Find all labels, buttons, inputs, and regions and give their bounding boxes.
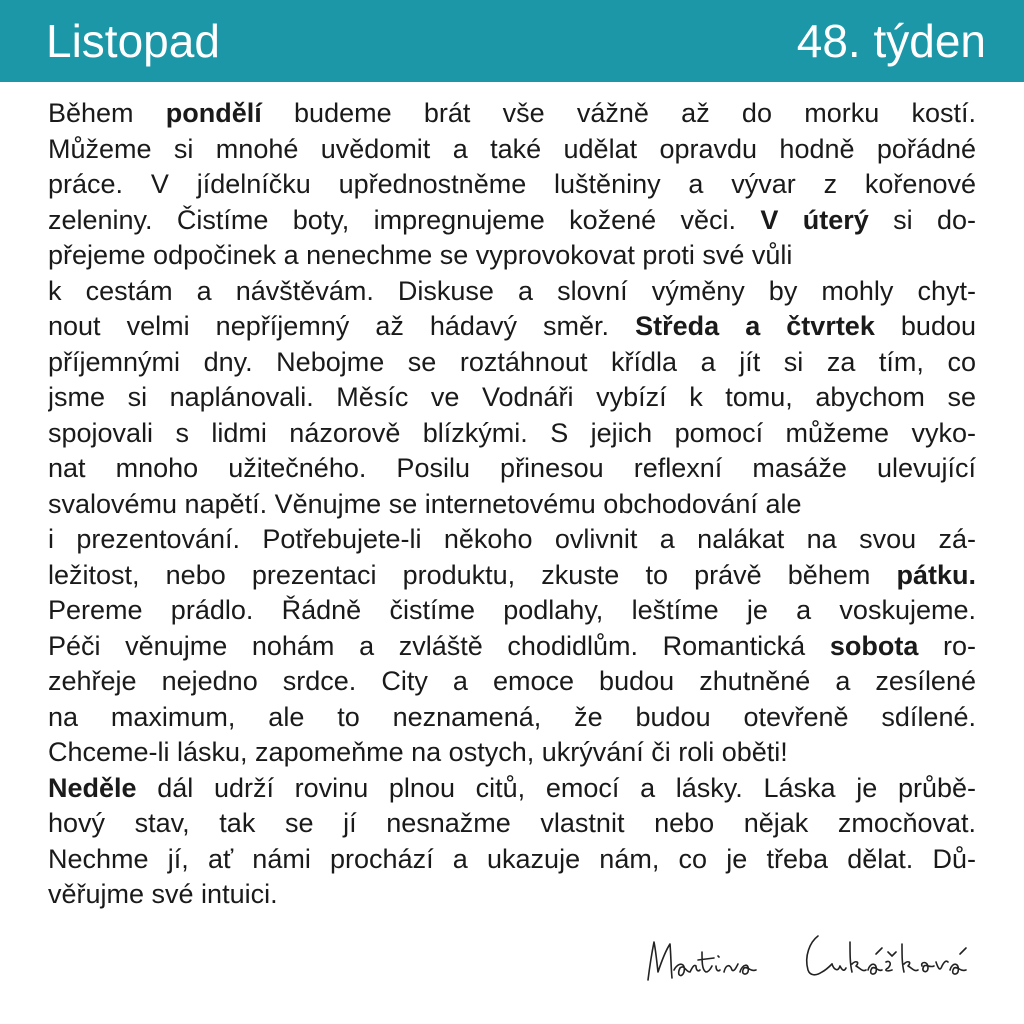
text-line (48, 842, 976, 878)
text-segment: i prezentování. Potřebujete-li někoho ovlivnit a nalákat na svou zá- (48, 524, 976, 554)
text-line (48, 593, 976, 629)
text-line (48, 771, 976, 807)
text-segment: jsme si naplánovali. Měsíc ve Vodnáři vybízí k tomu, abychom se (48, 382, 976, 412)
text-segment: Nechme jí, ať námi prochází a ukazuje nám, co je třeba dělat. Dů- (48, 843, 976, 874)
text-line (48, 238, 976, 274)
text-segment: ro- (918, 630, 976, 661)
text-line (48, 629, 976, 665)
text-line (48, 167, 976, 203)
day-highlight: pondělí (165, 98, 262, 128)
day-highlight: Neděle (48, 772, 137, 803)
text-line (48, 877, 976, 913)
text-line (48, 96, 976, 132)
day-highlight: Středa a čtvrtek (635, 311, 875, 341)
text-segment: Během (48, 98, 166, 128)
text-line (48, 274, 976, 310)
text-segment: dál udrží rovinu plnou citů, emocí a lásky. Láska je průbě- (136, 772, 976, 803)
text-segment: zeleniny. Čistíme boty, impregnujeme kožené věci. (48, 204, 761, 235)
header-bar (0, 0, 1024, 82)
text-segment: příjemnými dny. Nebojme se roztáhnout křídla a jít si za tím, co (48, 346, 976, 377)
text-line (48, 416, 976, 452)
text-line (48, 309, 976, 345)
text-segment: budeme brát vše vážně až do morku kostí. (261, 98, 976, 128)
day-highlight: V úterý (760, 204, 869, 235)
week-label: 48. týden (796, 15, 986, 67)
day-highlight: pátku. (896, 559, 976, 590)
signature-icon (640, 922, 990, 992)
text-segment: budou (874, 311, 976, 341)
text-segment: si do- (868, 204, 976, 235)
text-line (48, 664, 976, 700)
text-line (48, 522, 976, 558)
day-highlight: sobota (829, 630, 919, 661)
text-segment: k cestám a návštěvám. Diskuse a slovní výměny by mohly chyt- (48, 275, 976, 306)
text-segment: nout velmi nepříjemný až hádavý směr. (48, 311, 636, 341)
text-segment: hový stav, tak se jí nesnažme vlastnit nebo nějak zmocňovat. (48, 808, 976, 838)
text-segment: Péči věnujme nohám a zvláště chodidlům. Romantická (48, 630, 830, 661)
text-line (48, 700, 976, 736)
text-line (48, 380, 976, 416)
text-line (48, 558, 976, 594)
horoscope-text (48, 96, 976, 913)
text-line (48, 203, 976, 239)
text-segment: zehřeje nejedno srdce. City a emoce budou zhutněné a zesílené (48, 666, 976, 696)
text-segment: na maximum, ale to neznamená, že budou otevřeně sdílené. (48, 701, 976, 732)
text-segment: věřujme své intuici. (48, 879, 278, 909)
text-line (48, 132, 976, 168)
text-line (48, 735, 976, 771)
month-title: Listopad (46, 15, 220, 67)
text-line (48, 806, 976, 842)
text-segment: nat mnoho užitečného. Posilu přinesou reflexní masáže ulevující (48, 453, 976, 483)
text-segment: Chceme-li lásku, zapomeňme na ostych, ukrývání či roli oběti! (48, 737, 788, 767)
text-segment: Můžeme si mnohé uvědomit a také udělat opravdu hodně pořádné (48, 133, 976, 164)
text-line (48, 345, 976, 381)
text-line (48, 451, 976, 487)
text-segment: svalovému napětí. Věnujme se internetovému obchodování ale (48, 488, 802, 519)
text-segment: spojovali s lidmi názorově blízkými. S jejich pomocí můžeme vyko- (48, 417, 976, 448)
text-segment: práce. V jídelníčku upřednostněme luštěniny a vývar z kořenové (48, 169, 976, 199)
text-segment: Pereme prádlo. Řádně čistíme podlahy, leštíme je a voskujeme. (48, 595, 976, 625)
text-segment: ležitost, nebo prezentaci produktu, zkuste to právě během (48, 559, 897, 590)
text-line (48, 487, 976, 523)
text-segment: přejeme odpočinek a nenechme se vyprovokovat proti své vůli (48, 240, 793, 270)
